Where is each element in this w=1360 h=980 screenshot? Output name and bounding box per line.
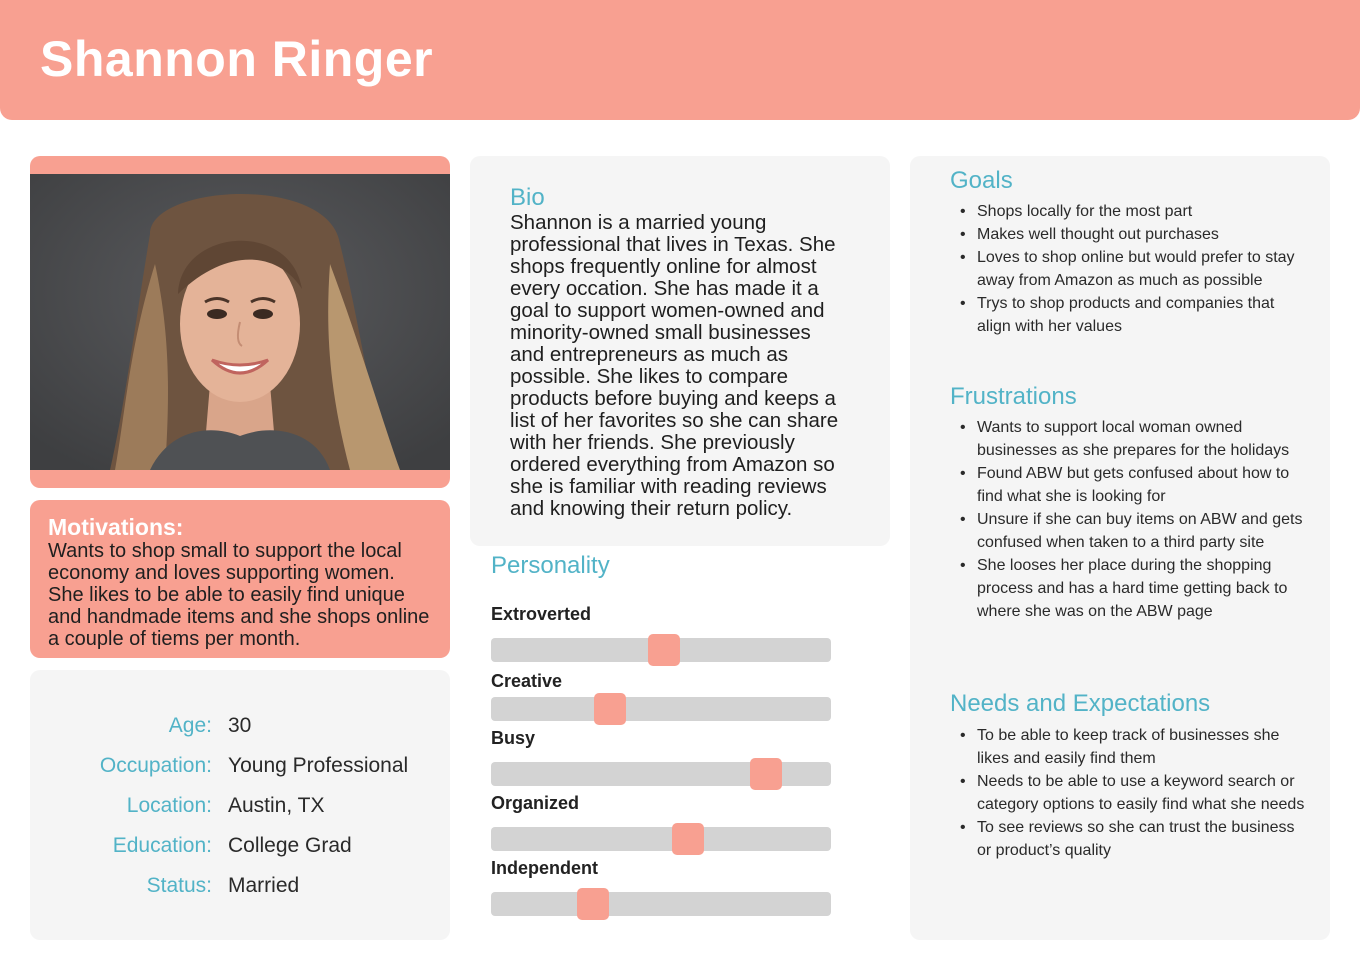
detail-location bbox=[30, 794, 450, 824]
detail-value: Young Professional bbox=[228, 754, 409, 777]
detail-label: Status: bbox=[146, 874, 212, 897]
trait-slider-independent[interactable] bbox=[491, 892, 831, 916]
bio-card bbox=[470, 156, 890, 546]
slider-knob[interactable] bbox=[672, 823, 704, 855]
slider-knob[interactable] bbox=[577, 888, 609, 920]
list-item: • Shops locally for the most part bbox=[977, 200, 1310, 223]
trait-slider-extroverted[interactable] bbox=[491, 638, 831, 662]
frustrations-title: Frustrations bbox=[950, 383, 1077, 410]
detail-label: Age: bbox=[168, 714, 212, 737]
goals-card bbox=[910, 156, 1330, 940]
trait-label-extroverted: Extroverted bbox=[491, 604, 592, 624]
portrait-illustration bbox=[30, 174, 450, 470]
trait-label-independent: Independent bbox=[491, 858, 598, 878]
trait-label-organized: Organized bbox=[491, 793, 580, 813]
slider-knob[interactable] bbox=[648, 634, 680, 666]
trait-label-busy: Busy bbox=[491, 728, 536, 748]
list-item: • To be able to keep track of businesses she likes and easily find them bbox=[977, 724, 1310, 770]
goals-list bbox=[950, 200, 1310, 338]
list-item: • Wants to support local woman owned businesses as she prepares for the holidays bbox=[977, 416, 1310, 462]
persona-name: Shannon Ringer bbox=[40, 31, 434, 87]
persona-photo bbox=[30, 174, 450, 470]
trait-slider-creative[interactable] bbox=[491, 697, 831, 721]
slider-knob[interactable] bbox=[594, 693, 626, 725]
detail-label: Occupation: bbox=[99, 754, 212, 777]
list-item: • Found ABW but gets confused about how to find what she is looking for bbox=[977, 462, 1310, 508]
list-item: • Trys to shop products and companies that align with her values bbox=[977, 292, 1310, 338]
detail-value: College Grad bbox=[228, 834, 352, 857]
trait-label-creative: Creative bbox=[491, 671, 563, 691]
detail-value: 30 bbox=[228, 714, 252, 737]
photo-card bbox=[30, 156, 450, 488]
detail-label: Location: bbox=[126, 794, 212, 817]
list-item: • Makes well thought out purchases bbox=[977, 223, 1310, 246]
list-item: • To see reviews so she can trust the business or product’s quality bbox=[977, 816, 1310, 862]
needs-list bbox=[950, 724, 1310, 862]
motivations-text: Wants to shop small to support the local economy and loves supporting women. She likes to be able to easily find unique and handmade items and she shops online a couple of tiems per month. bbox=[48, 540, 430, 650]
detail-value: Married bbox=[228, 874, 300, 897]
motivations-card bbox=[30, 500, 450, 658]
detail-label: Education: bbox=[112, 834, 212, 857]
bio-text: Shannon is a married young professional that lives in Texas. She shops frequently online for almost every occation. She has made it a goal to support women-owned and minority-owned small businesses and entrepreneurs as much as possible. She likes to compare products before buying and keeps a list of her favorites so she can share with her friends. She previously ordered everything from Amazon so she is familiar with reading reviews and knowing their return policy. bbox=[510, 211, 839, 520]
detail-education bbox=[30, 834, 450, 864]
goals-title: Goals bbox=[950, 167, 1013, 194]
list-item: • Loves to shop online but would prefer to stay away from Amazon as much as possible bbox=[977, 246, 1310, 292]
list-item: • She looses her place during the shopping process and has a hard time getting back to where she was on the ABW page bbox=[977, 554, 1310, 623]
motivations-title: Motivations: bbox=[48, 514, 184, 540]
list-item: • Needs to be able to use a keyword search or category options to easily find what she needs bbox=[977, 770, 1310, 816]
detail-status bbox=[30, 874, 450, 904]
trait-slider-busy[interactable] bbox=[491, 762, 831, 786]
needs-title: Needs and Expectations bbox=[950, 690, 1211, 717]
detail-age bbox=[30, 714, 450, 744]
list-item: • Unsure if she can buy items on ABW and gets confused when taken to a third party site bbox=[977, 508, 1310, 554]
frustrations-list bbox=[950, 416, 1310, 623]
details-card bbox=[30, 670, 450, 940]
trait-slider-organized[interactable] bbox=[491, 827, 831, 851]
slider-knob[interactable] bbox=[750, 758, 782, 790]
bio-title: Bio bbox=[510, 184, 545, 211]
personality-title: Personality bbox=[491, 552, 610, 579]
header-banner bbox=[0, 0, 1360, 120]
detail-occupation bbox=[30, 754, 450, 784]
personality-section bbox=[470, 548, 890, 940]
detail-value: Austin, TX bbox=[228, 794, 325, 817]
